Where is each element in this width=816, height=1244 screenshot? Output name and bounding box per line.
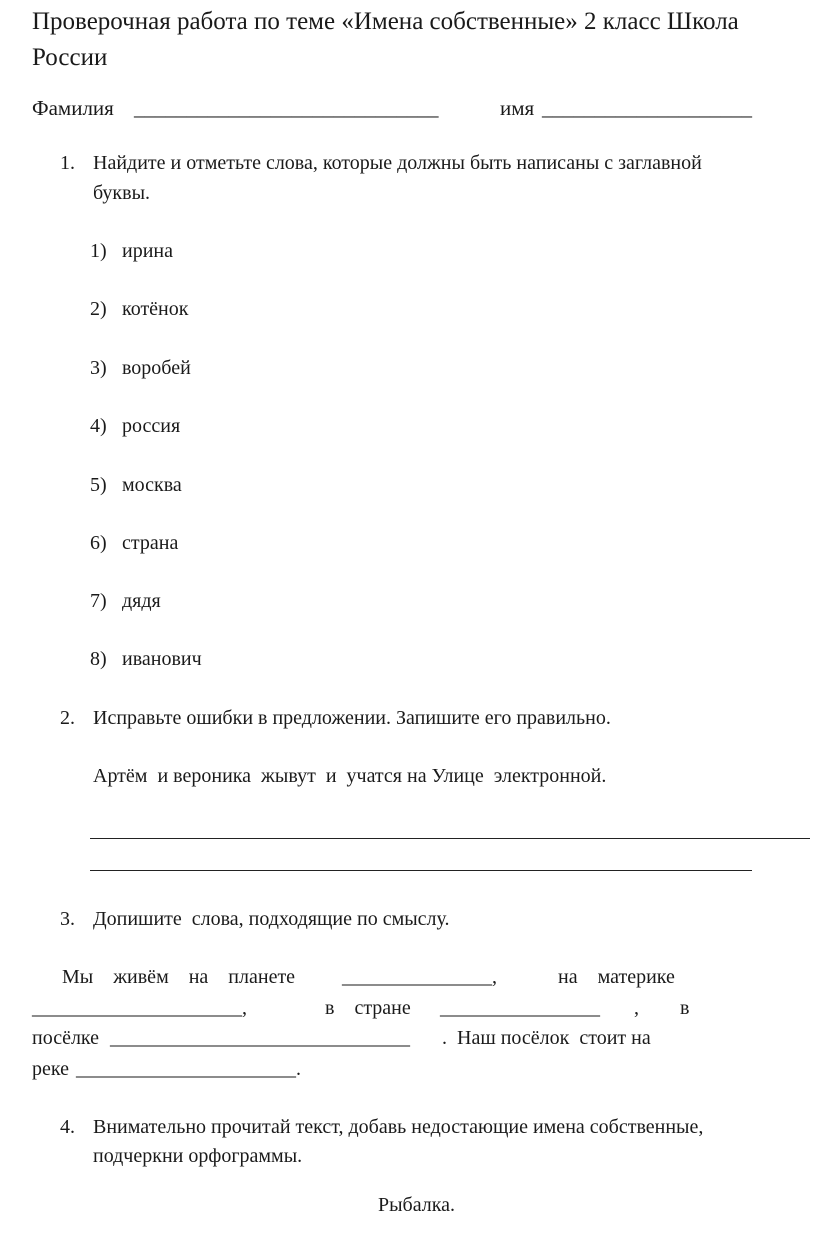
- option-word: воробей: [122, 357, 191, 379]
- option-number: 6): [90, 532, 107, 554]
- task3-number: 3.: [60, 908, 75, 930]
- option-number: 1): [90, 240, 107, 262]
- name-blank: ____________________: [542, 96, 752, 120]
- answer-line: [90, 838, 810, 839]
- answer-line: [90, 870, 752, 871]
- option-word: страна: [122, 532, 179, 554]
- fill-text: в: [680, 997, 690, 1019]
- surname-label: Фамилия: [32, 96, 114, 120]
- fill-text: посёлке: [32, 1027, 100, 1049]
- fill-blank: ________________: [440, 997, 600, 1019]
- fill-text: на материке: [558, 966, 675, 988]
- option-word: ирина: [122, 240, 173, 262]
- surname-blank: _____________________________: [134, 96, 439, 120]
- page-title: Проверочная работа по теме «Имена собственные» 2 класс Школа России: [32, 8, 739, 71]
- option-word: россия: [122, 415, 181, 437]
- option-number: 2): [90, 298, 107, 320]
- task4-text-line2: подчеркни орфограммы.: [93, 1145, 303, 1167]
- option-number: 8): [90, 648, 107, 670]
- task2-sentence: Артём и вероника жывут и учатся на Улице электронной.: [93, 765, 607, 787]
- text-heading: Рыбалка.: [378, 1194, 456, 1216]
- option-number: 3): [90, 357, 107, 379]
- fill-blank: ______________________________: [110, 1027, 410, 1049]
- name-label: имя: [500, 96, 535, 120]
- task1-text-line2: буквы.: [93, 182, 151, 204]
- fill-text: Мы живём на планете: [62, 966, 296, 988]
- option-word: дядя: [122, 590, 161, 612]
- option-number: 4): [90, 415, 107, 437]
- option-word: москва: [122, 474, 182, 496]
- fill-blank: _____________________,: [32, 997, 247, 1019]
- fill-blank: ______________________.: [76, 1058, 301, 1080]
- task4-text-line1: Внимательно прочитай текст, добавь недостающие имена собственные,: [93, 1116, 704, 1138]
- option-number: 7): [90, 590, 107, 612]
- fill-blank: _______________,: [342, 966, 497, 988]
- fill-text: . Наш посёлок стоит на: [442, 1027, 651, 1049]
- fill-text: в стране: [325, 997, 411, 1019]
- option-word: котёнок: [122, 298, 189, 320]
- fill-text: реке: [32, 1058, 69, 1080]
- task1-number: 1.: [60, 152, 75, 174]
- task1-text-line1: Найдите и отметьте слова, которые должны быть написаны с заглавной: [93, 152, 702, 174]
- task4-number: 4.: [60, 1116, 75, 1138]
- task3-text: Допишите слова, подходящие по смыслу.: [93, 908, 450, 930]
- fill-text: ,: [634, 997, 639, 1019]
- task2-number: 2.: [60, 707, 75, 729]
- option-number: 5): [90, 474, 107, 496]
- option-word: иванович: [122, 648, 202, 670]
- task2-text: Исправьте ошибки в предложении. Запишите его правильно.: [93, 707, 611, 729]
